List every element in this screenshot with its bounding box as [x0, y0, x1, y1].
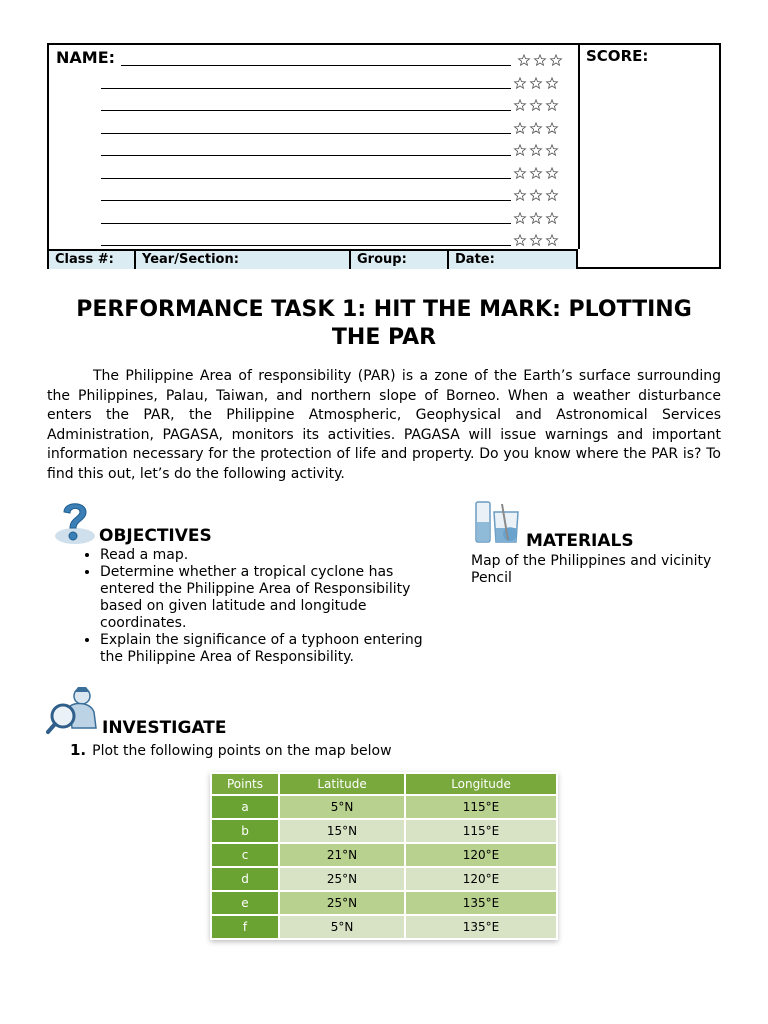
rating-stars [513, 211, 563, 225]
class-number-cell [49, 251, 136, 269]
star-icon [515, 77, 526, 87]
star-icon [547, 145, 558, 155]
list-item: • Explain the significance of a typhoon entering the Philippine Area of Responsibility. [100, 632, 430, 666]
materials-list [471, 553, 711, 587]
table-row [212, 916, 556, 938]
name-blank-line [101, 200, 511, 201]
longitude-cell: 115°E [406, 796, 556, 818]
star-icon [547, 122, 558, 132]
list-item: Map of the Philippines and vicinity [471, 553, 712, 569]
header-latitude: Latitude [280, 774, 404, 794]
star-icon [547, 235, 558, 245]
star-icon [531, 145, 542, 155]
longitude-cell: 135°E [406, 916, 556, 938]
name-blank-line [101, 223, 511, 224]
longitude-cell: 120°E [406, 844, 556, 866]
point-cell: b [212, 820, 278, 842]
latitude-cell: 25°N [280, 892, 404, 914]
rating-stars [513, 98, 563, 112]
star-icon [531, 167, 542, 177]
rating-stars [513, 188, 563, 202]
name-label: NAME: [56, 48, 116, 67]
group-label: Group: [357, 252, 407, 267]
names-area [49, 45, 580, 249]
rating-stars [513, 166, 563, 180]
name-blank-line [101, 133, 511, 134]
table-row [212, 892, 556, 914]
year-section-label: Year/Section: [142, 252, 239, 267]
table-row [212, 820, 556, 842]
header-longitude: Longitude [406, 774, 556, 794]
longitude-cell: 120°E [406, 868, 556, 890]
year-section-cell [136, 251, 351, 269]
class-number-label: Class #: [55, 252, 114, 267]
score-area [580, 45, 719, 267]
list-item: • Read a map. [100, 547, 430, 564]
name-blank-line [101, 245, 511, 246]
star-icon [547, 100, 558, 110]
star-icon [515, 235, 526, 245]
name-blank-line [101, 110, 511, 111]
detective-magnifier-icon [46, 684, 102, 740]
latitude-cell: 15°N [280, 820, 404, 842]
star-icon [515, 145, 526, 155]
list-item: Pencil [471, 570, 512, 586]
page-title: PERFORMANCE TASK 1: HIT THE MARK: PLOTTING THE PAR [76, 297, 692, 350]
date-label: Date: [455, 252, 495, 267]
star-icon [531, 100, 542, 110]
coordinates-table [210, 772, 558, 940]
objectives-heading: OBJECTIVES [99, 526, 212, 546]
star-icon [531, 212, 542, 222]
latitude-cell: 21°N [280, 844, 404, 866]
star-icon [531, 122, 542, 132]
latitude-cell: 25°N [280, 868, 404, 890]
question-mark-icon [52, 496, 98, 550]
student-info-box [47, 43, 721, 269]
step-text: Plot the following points on the map below [92, 743, 392, 759]
table-row [212, 868, 556, 890]
rating-stars [513, 76, 563, 90]
star-icon [515, 190, 526, 200]
group-cell [351, 251, 449, 269]
star-icon [547, 190, 558, 200]
star-icon [531, 77, 542, 87]
star-icon [547, 77, 558, 87]
score-label: SCORE: [586, 47, 649, 65]
point-cell: d [212, 868, 278, 890]
star-icon [535, 55, 546, 65]
latitude-cell: 5°N [280, 796, 404, 818]
name-blank-line [101, 178, 511, 179]
table-row [212, 796, 556, 818]
rating-stars [513, 121, 563, 135]
step-number: 1. [70, 741, 87, 759]
investigate-heading: INVESTIGATE [102, 718, 227, 738]
point-cell: e [212, 892, 278, 914]
list-item: • Determine whether a tropical cyclone has entered the Philippine Area of Responsibility based on given latitude and longitude coordinates. [100, 564, 430, 632]
rating-stars [513, 233, 563, 247]
point-cell: c [212, 844, 278, 866]
star-icon [515, 167, 526, 177]
longitude-cell: 115°E [406, 820, 556, 842]
longitude-cell: 135°E [406, 892, 556, 914]
point-cell: f [212, 916, 278, 938]
name-blank-line [101, 155, 511, 156]
investigate-step [70, 741, 392, 759]
point-cell: a [212, 796, 278, 818]
star-icon [531, 235, 542, 245]
star-icon [531, 190, 542, 200]
rating-stars [517, 53, 567, 67]
star-icon [547, 167, 558, 177]
objectives-list [73, 547, 430, 666]
table-row [212, 844, 556, 866]
star-icon [515, 100, 526, 110]
name-blank-line [101, 88, 511, 89]
materials-heading: MATERIALS [526, 531, 634, 551]
name-blank-line [121, 65, 511, 66]
star-icon [519, 55, 530, 65]
date-cell [449, 251, 576, 269]
lab-beaker-icon [472, 498, 524, 552]
intro-paragraph: The Philippine Area of responsibility (PAR) is a zone of the Earth’s surface surrounding the Philippines, Palau, Taiwan, and northern slope of Borneo. When a weather disturbance enters the PAR, the Philippine Atmospheric, Geophysical and Astronomical Services Administration, PAGASA, monitors its activities. PAGASA will issue warnings and important information necessary for the protection of life and property. Do you know where the PAR is? To find this out, let’s do the following activity. [47, 368, 721, 482]
header-points: Points [212, 774, 278, 794]
star-icon [551, 55, 562, 65]
latitude-cell: 5°N [280, 916, 404, 938]
rating-stars [513, 143, 563, 157]
table-header-row [212, 774, 556, 794]
star-icon [515, 212, 526, 222]
star-icon [547, 212, 558, 222]
info-row [49, 249, 578, 269]
star-icon [515, 122, 526, 132]
